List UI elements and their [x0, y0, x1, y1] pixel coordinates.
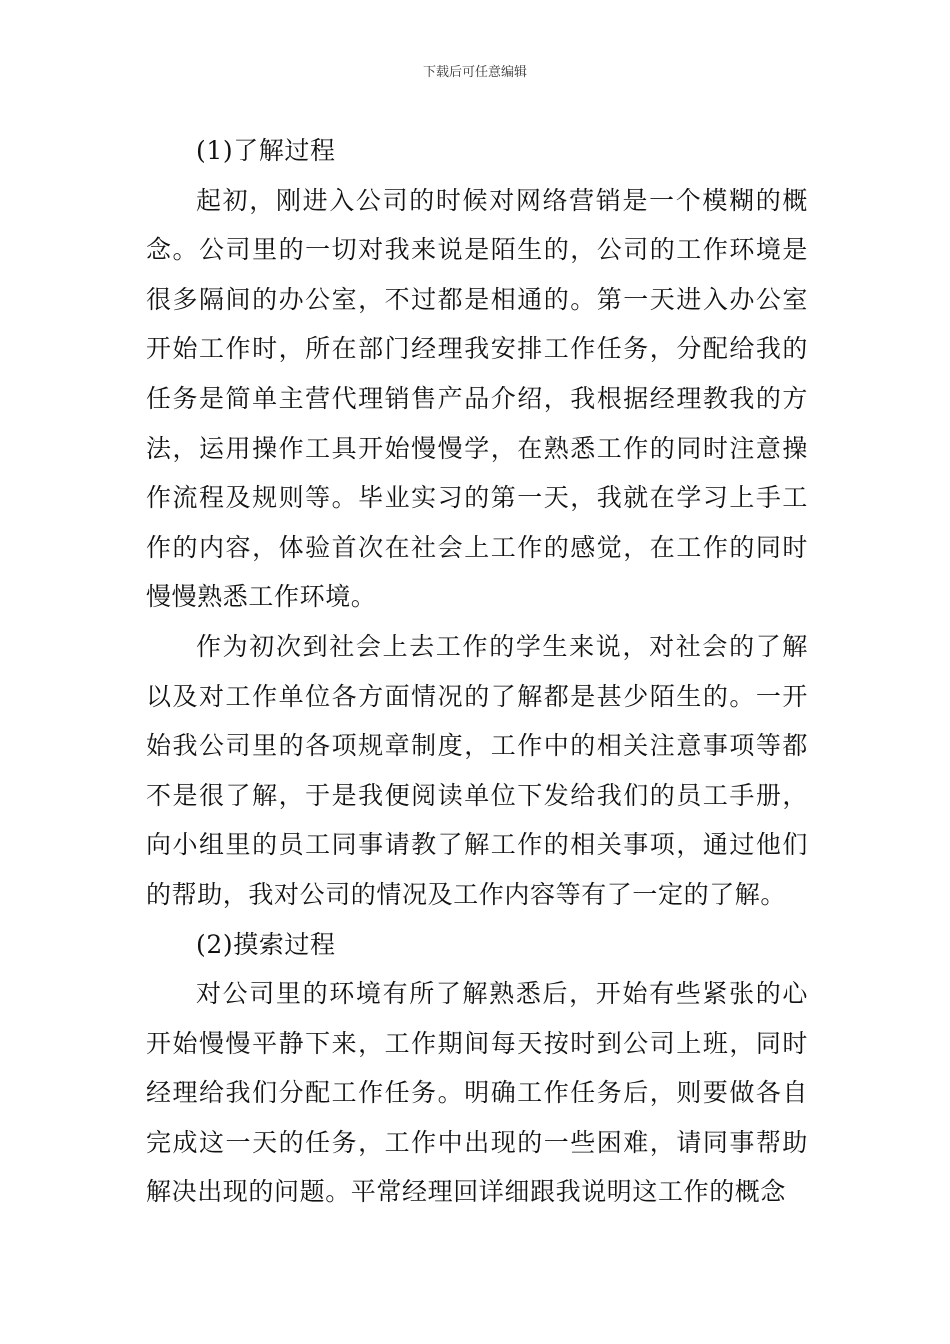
body-paragraph: 起初，刚进入公司的时候对网络营销是一个模糊的概念。公司里的一切对我来说是陌生的，公司的工作环境是很多隔间的办公室，不过都是相通的。第一天进入办公室开始工作时，所在部门经理我安排工作任务，分配给我的任务是简单主营代理销售产品介绍，我根据经理教我的方法，运用操作工具开始慢慢学，在熟悉工作的同时注意操作流程及规则等。毕业实习的第一天，我就在学习上手工作的内容，体验首次在社会上工作的感觉，在工作的同时慢慢熟悉工作环境。: [146, 185, 808, 612]
body-paragraph: 作为初次到社会上去工作的学生来说，对社会的了解以及对工作单位各方面情况的了解都是甚少陌生的。一开始我公司里的各项规章制度，工作中的相关注意事项等都不是很了解，于是我便阅读单位下发给我们的员工手册，向小组里的员工同事请教了解工作的相关事项，通过他们的帮助，我对公司的情况及工作内容等有了一定的了解。: [146, 631, 808, 909]
page-header: 下载后可任意编辑: [422, 65, 527, 80]
document-body: [146, 126, 808, 1217]
body-paragraph: 对公司里的环境有所了解熟悉后，开始有些紧张的心开始慢慢平静下来，工作期间每天按时到公司上班，同时经理给我们分配工作任务。明确工作任务后，则要做各自完成这一天的任务，工作中出现的一些困难，请同事帮助解决出现的问题。平常经理回详细跟我说明这工作的概念: [146, 979, 808, 1207]
section-heading-1: (1)了解过程: [196, 136, 336, 165]
section-heading-2: (2)摸索过程: [196, 929, 336, 959]
